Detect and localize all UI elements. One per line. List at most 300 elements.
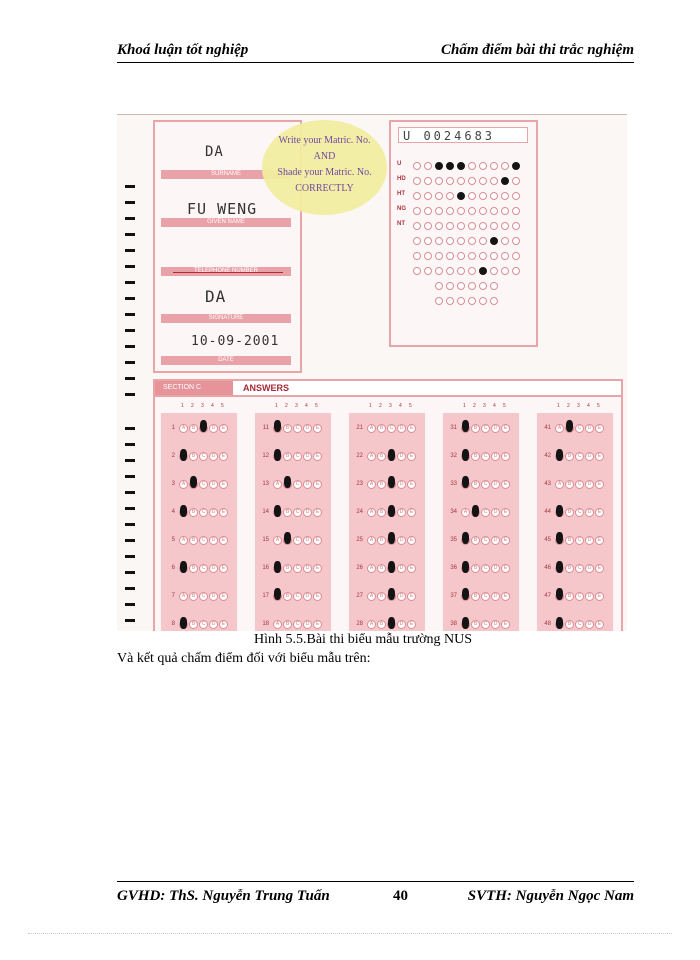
question-number: 26 [356, 565, 363, 571]
answer-bubble: D [491, 592, 500, 601]
answers-section [153, 379, 623, 631]
matric-bubble [435, 252, 443, 260]
answer-row [161, 527, 237, 547]
question-number: 6 [171, 565, 175, 571]
answer-bubble: E [595, 452, 604, 461]
matric-bubble [457, 237, 465, 245]
answer-bubble: C [293, 620, 302, 629]
matric-bubble [479, 177, 487, 185]
matric-bubble [413, 267, 421, 275]
pencil-mark [200, 420, 207, 432]
signature-label: SIGNATURE [161, 314, 291, 323]
answer-row [161, 443, 237, 463]
answer-bubble: B [377, 564, 386, 573]
pencil-mark [388, 449, 395, 461]
answer-bubble: B [189, 536, 198, 545]
answer-bubble: A [367, 424, 376, 433]
pencil-mark [388, 561, 395, 573]
matric-bubble [479, 222, 487, 230]
timing-mark [125, 217, 135, 220]
pencil-mark [462, 617, 469, 629]
answer-bubble: A [273, 480, 282, 489]
answer-bubble: C [481, 564, 490, 573]
answer-bubble: B [471, 452, 480, 461]
answer-bubble: B [283, 508, 292, 517]
matric-bubble [501, 207, 509, 215]
answer-row [537, 611, 613, 631]
answer-bubble: C [199, 536, 208, 545]
pencil-mark [462, 532, 469, 544]
matric-bubble [468, 162, 476, 170]
answer-bubble: E [595, 564, 604, 573]
answer-bubble: C [575, 564, 584, 573]
answer-bubble: B [471, 536, 480, 545]
answer-bubble: D [397, 452, 406, 461]
matric-bubble [424, 237, 432, 245]
answer-bubble: B [565, 564, 574, 573]
answers-title: ANSWERS [243, 383, 290, 393]
timing-mark [125, 361, 135, 364]
option-number-header: 3 [295, 403, 298, 409]
matric-bubble [457, 267, 465, 275]
matric-bubble [512, 222, 520, 230]
answer-bubble: D [491, 620, 500, 629]
answer-bubble: D [585, 452, 594, 461]
matric-bubble [446, 237, 454, 245]
question-number: 5 [171, 537, 175, 543]
answer-bubble: C [199, 564, 208, 573]
timing-mark [125, 507, 135, 510]
matric-bubble [435, 207, 443, 215]
answer-bubble: B [283, 592, 292, 601]
answer-bubble: D [397, 424, 406, 433]
pencil-mark [556, 617, 563, 629]
answer-bubble: D [209, 480, 218, 489]
question-number: 27 [356, 593, 363, 599]
answer-bubble: E [407, 592, 416, 601]
pencil-mark [274, 561, 281, 573]
option-number-header: 4 [587, 403, 590, 409]
matric-bubble [479, 282, 487, 290]
option-number-header: 1 [275, 403, 278, 409]
answer-row [349, 415, 425, 435]
answer-bubble: D [491, 564, 500, 573]
pencil-mark [388, 617, 395, 629]
question-number: 25 [356, 537, 363, 543]
matric-bubble [512, 177, 520, 185]
instruction-line: CORRECTLY [295, 183, 354, 194]
option-number-header: 4 [493, 403, 496, 409]
answer-bubble: A [367, 536, 376, 545]
question-number: 33 [450, 481, 457, 487]
matric-bubble [457, 252, 465, 260]
answer-bubble: B [565, 480, 574, 489]
matric-row-label: HD [397, 176, 406, 182]
question-number: 12 [262, 453, 269, 459]
answer-row [443, 527, 519, 547]
answer-bubble: E [219, 452, 228, 461]
footer-advisor: GVHD: ThS. Nguyễn Trung Tuấn [117, 888, 330, 904]
option-number-header: 1 [181, 403, 184, 409]
answer-bubble: D [303, 452, 312, 461]
matric-bubble [490, 162, 498, 170]
answer-bubble: E [219, 480, 228, 489]
question-number: 36 [450, 565, 457, 571]
answer-bubble: C [575, 620, 584, 629]
answer-column [349, 403, 425, 631]
answer-row [255, 583, 331, 603]
answer-row [161, 555, 237, 575]
answer-bubble: C [481, 592, 490, 601]
answer-bubble: E [219, 536, 228, 545]
pencil-mark [274, 449, 281, 461]
answer-bubble: B [189, 424, 198, 433]
answer-row [443, 443, 519, 463]
answer-bubble: E [407, 424, 416, 433]
matric-bubble [479, 267, 487, 275]
answer-bubble: A [555, 480, 564, 489]
matric-bubble [490, 222, 498, 230]
answer-bubble: B [189, 564, 198, 573]
instruction-line: AND [313, 151, 336, 162]
answer-bubble: A [367, 620, 376, 629]
answer-bubble: B [565, 536, 574, 545]
answer-row [255, 555, 331, 575]
pencil-mark [566, 420, 573, 432]
timing-mark [125, 233, 135, 236]
matric-bubble [435, 237, 443, 245]
answer-bubble: E [595, 424, 604, 433]
answer-bubble: A [367, 452, 376, 461]
answer-bubble: D [585, 424, 594, 433]
answer-row [537, 555, 613, 575]
answer-row [349, 499, 425, 519]
answer-bubble: B [471, 592, 480, 601]
answer-bubble: E [219, 620, 228, 629]
option-number-header: 2 [191, 403, 194, 409]
question-number: 31 [450, 425, 457, 431]
answer-bubble: D [303, 536, 312, 545]
timing-mark [125, 555, 135, 558]
telephone-strikethrough [173, 272, 283, 273]
section-label: SECTION C [155, 381, 233, 395]
matric-bubble [457, 177, 465, 185]
answer-row [443, 583, 519, 603]
timing-mark [125, 281, 135, 284]
timing-mark [125, 313, 135, 316]
pencil-mark [180, 561, 187, 573]
option-number-header: 5 [409, 403, 412, 409]
answer-bubble: C [481, 620, 490, 629]
answer-row [537, 471, 613, 491]
timing-mark [125, 249, 135, 252]
pencil-mark [190, 476, 197, 488]
option-number-header: 3 [201, 403, 204, 409]
timing-mark [125, 459, 135, 462]
question-number: 18 [262, 621, 269, 627]
pencil-mark [180, 505, 187, 517]
given-name-value: FU WENG [187, 200, 258, 218]
timing-mark [125, 329, 135, 332]
question-number: 11 [262, 425, 269, 431]
answer-bubble: E [501, 480, 510, 489]
answer-bubble: D [209, 564, 218, 573]
answer-bubble: D [209, 508, 218, 517]
answer-bubble: C [293, 452, 302, 461]
answer-bubble: D [397, 480, 406, 489]
answer-row [443, 499, 519, 519]
timing-mark [125, 201, 135, 204]
answer-row [161, 471, 237, 491]
answer-bubble: B [565, 508, 574, 517]
answer-row [349, 443, 425, 463]
answer-bubble: D [209, 592, 218, 601]
timing-mark [125, 345, 135, 348]
matric-bubble [479, 207, 487, 215]
answer-bubble: B [377, 592, 386, 601]
pencil-mark [556, 449, 563, 461]
answer-bubble: E [595, 536, 604, 545]
question-number: 38 [450, 621, 457, 627]
answer-bubble: D [303, 508, 312, 517]
answer-bubble: E [313, 592, 322, 601]
answer-row [255, 499, 331, 519]
answer-bubble: D [397, 564, 406, 573]
question-number: 23 [356, 481, 363, 487]
date-value: 10-09-2001 [191, 334, 280, 349]
timing-mark [125, 571, 135, 574]
question-number: 46 [544, 565, 551, 571]
answer-bubble: C [387, 424, 396, 433]
pencil-mark [462, 588, 469, 600]
matric-bubble [501, 222, 509, 230]
answer-bubble: E [501, 564, 510, 573]
answer-bubble: B [377, 620, 386, 629]
option-number-header: 1 [557, 403, 560, 409]
matric-bubble [490, 252, 498, 260]
matric-bubble [446, 162, 454, 170]
timing-mark [125, 539, 135, 542]
answer-row [255, 415, 331, 435]
answer-bubble: B [471, 564, 480, 573]
answer-bubble: C [199, 620, 208, 629]
question-number: 14 [262, 509, 269, 515]
option-number-header: 4 [305, 403, 308, 409]
answer-bubble: E [313, 508, 322, 517]
matric-bubble [457, 222, 465, 230]
matric-bubble [413, 252, 421, 260]
question-number: 32 [450, 453, 457, 459]
answer-row [161, 415, 237, 435]
answer-bubble: C [293, 508, 302, 517]
option-number-header: 4 [211, 403, 214, 409]
answer-bubble: B [471, 424, 480, 433]
pencil-mark [556, 561, 563, 573]
answer-bubble: E [595, 508, 604, 517]
answer-bubble: C [575, 452, 584, 461]
answer-bubble: D [303, 424, 312, 433]
answer-bubble: D [585, 620, 594, 629]
answer-row [443, 611, 519, 631]
date-label: DATE [161, 356, 291, 365]
answer-bubble: E [501, 424, 510, 433]
answer-bubble: A [273, 536, 282, 545]
matric-bubble [424, 207, 432, 215]
answer-bubble: C [293, 480, 302, 489]
page-header [117, 42, 634, 63]
option-number-header: 2 [285, 403, 288, 409]
question-number: 42 [544, 453, 551, 459]
matric-bubble [468, 252, 476, 260]
header-right: Chấm điểm bài thi trắc nghiệm [441, 42, 634, 58]
answer-bubble: E [407, 620, 416, 629]
matric-number-box: U 0024683 [398, 127, 528, 143]
answer-row [537, 583, 613, 603]
option-number-header: 1 [369, 403, 372, 409]
answer-column [255, 403, 331, 631]
footer-student: SVTH: Nguyễn Ngọc Nam [467, 888, 634, 904]
matric-bubble [501, 177, 509, 185]
answer-bubble: E [313, 480, 322, 489]
matric-bubble [501, 252, 509, 260]
matric-bubble [435, 177, 443, 185]
matric-bubble [468, 297, 476, 305]
answer-bubble: E [595, 592, 604, 601]
matric-bubble [490, 192, 498, 200]
answer-bubble: B [189, 508, 198, 517]
matric-bubble [512, 192, 520, 200]
answer-bubble: E [501, 536, 510, 545]
answer-bubble: C [199, 508, 208, 517]
answer-bubble: D [491, 452, 500, 461]
answer-bubble: D [397, 536, 406, 545]
answer-bubble: C [293, 564, 302, 573]
matric-row-label: NT [397, 221, 405, 227]
question-number: 13 [262, 481, 269, 487]
option-number-header: 3 [389, 403, 392, 409]
matric-bubble [446, 252, 454, 260]
matric-bubble [446, 282, 454, 290]
answer-bubble: E [407, 508, 416, 517]
page-footer [117, 881, 634, 906]
answer-bubble: D [303, 592, 312, 601]
matric-bubble [424, 162, 432, 170]
answer-bubble: C [575, 536, 584, 545]
matric-bubble [424, 267, 432, 275]
matric-bubble [490, 282, 498, 290]
pencil-mark [462, 420, 469, 432]
question-number: 21 [356, 425, 363, 431]
answer-row [537, 415, 613, 435]
answer-bubble: E [407, 536, 416, 545]
question-number: 1 [171, 425, 175, 431]
surname-label: SURNAME [161, 170, 291, 179]
matric-bubble [501, 237, 509, 245]
pencil-mark [388, 476, 395, 488]
answer-bubble: D [303, 480, 312, 489]
answer-bubble: A [461, 508, 470, 517]
option-number-header: 2 [379, 403, 382, 409]
answer-bubble: E [313, 452, 322, 461]
question-number: 4 [171, 509, 175, 515]
matric-bubble [435, 162, 443, 170]
answer-bubble: E [219, 508, 228, 517]
pencil-mark [274, 420, 281, 432]
answer-bubble: A [367, 592, 376, 601]
answer-bubble: B [283, 620, 292, 629]
question-number: 15 [262, 537, 269, 543]
matric-bubble [501, 267, 509, 275]
answer-bubble: A [179, 592, 188, 601]
pencil-mark [556, 588, 563, 600]
option-number-header: 1 [463, 403, 466, 409]
answer-bubble: B [471, 480, 480, 489]
matric-bubble [501, 192, 509, 200]
matric-bubble [468, 267, 476, 275]
answer-bubble: C [481, 480, 490, 489]
answer-bubble: E [313, 620, 322, 629]
answer-bubble: B [377, 480, 386, 489]
question-number: 28 [356, 621, 363, 627]
matric-bubble [424, 222, 432, 230]
telephone-label: TELEPHONE NUMBER [161, 267, 291, 276]
answer-bubble: D [585, 508, 594, 517]
question-number: 3 [171, 481, 175, 487]
answer-row [537, 527, 613, 547]
timing-mark [125, 265, 135, 268]
answer-row [443, 415, 519, 435]
answer-bubble: D [209, 452, 218, 461]
answer-bubble: A [179, 424, 188, 433]
matric-bubble [468, 177, 476, 185]
option-number-header: 3 [577, 403, 580, 409]
matric-bubble [413, 207, 421, 215]
matric-bubble [468, 222, 476, 230]
answer-row [537, 443, 613, 463]
instruction-line: Write your Matric. No. [278, 135, 371, 146]
pencil-mark [388, 588, 395, 600]
figure-caption: Hình 5.5.Bài thi biểu mẫu trường NUS [254, 632, 472, 647]
matric-bubble [512, 207, 520, 215]
answer-bubble: B [377, 424, 386, 433]
pencil-mark [462, 561, 469, 573]
matric-bubble [457, 162, 465, 170]
answer-bubble: B [377, 452, 386, 461]
pencil-mark [284, 476, 291, 488]
answer-bubble: A [179, 480, 188, 489]
question-number: 17 [262, 593, 269, 599]
answer-bubble: C [481, 452, 490, 461]
answer-bubble: E [501, 452, 510, 461]
answer-bubble: E [595, 480, 604, 489]
answer-bubble: B [283, 564, 292, 573]
matric-bubble [479, 252, 487, 260]
answer-bubble: B [471, 620, 480, 629]
answer-row [161, 499, 237, 519]
answer-bubble: A [179, 536, 188, 545]
answer-bubble: D [585, 480, 594, 489]
pencil-mark [388, 532, 395, 544]
matric-bubble [490, 207, 498, 215]
question-number: 35 [450, 537, 457, 543]
answer-row [255, 611, 331, 631]
matric-bubble [446, 297, 454, 305]
answer-bubble: B [189, 452, 198, 461]
option-number-header: 5 [597, 403, 600, 409]
answer-bubble: C [199, 452, 208, 461]
answer-row [349, 527, 425, 547]
matric-bubble [479, 237, 487, 245]
